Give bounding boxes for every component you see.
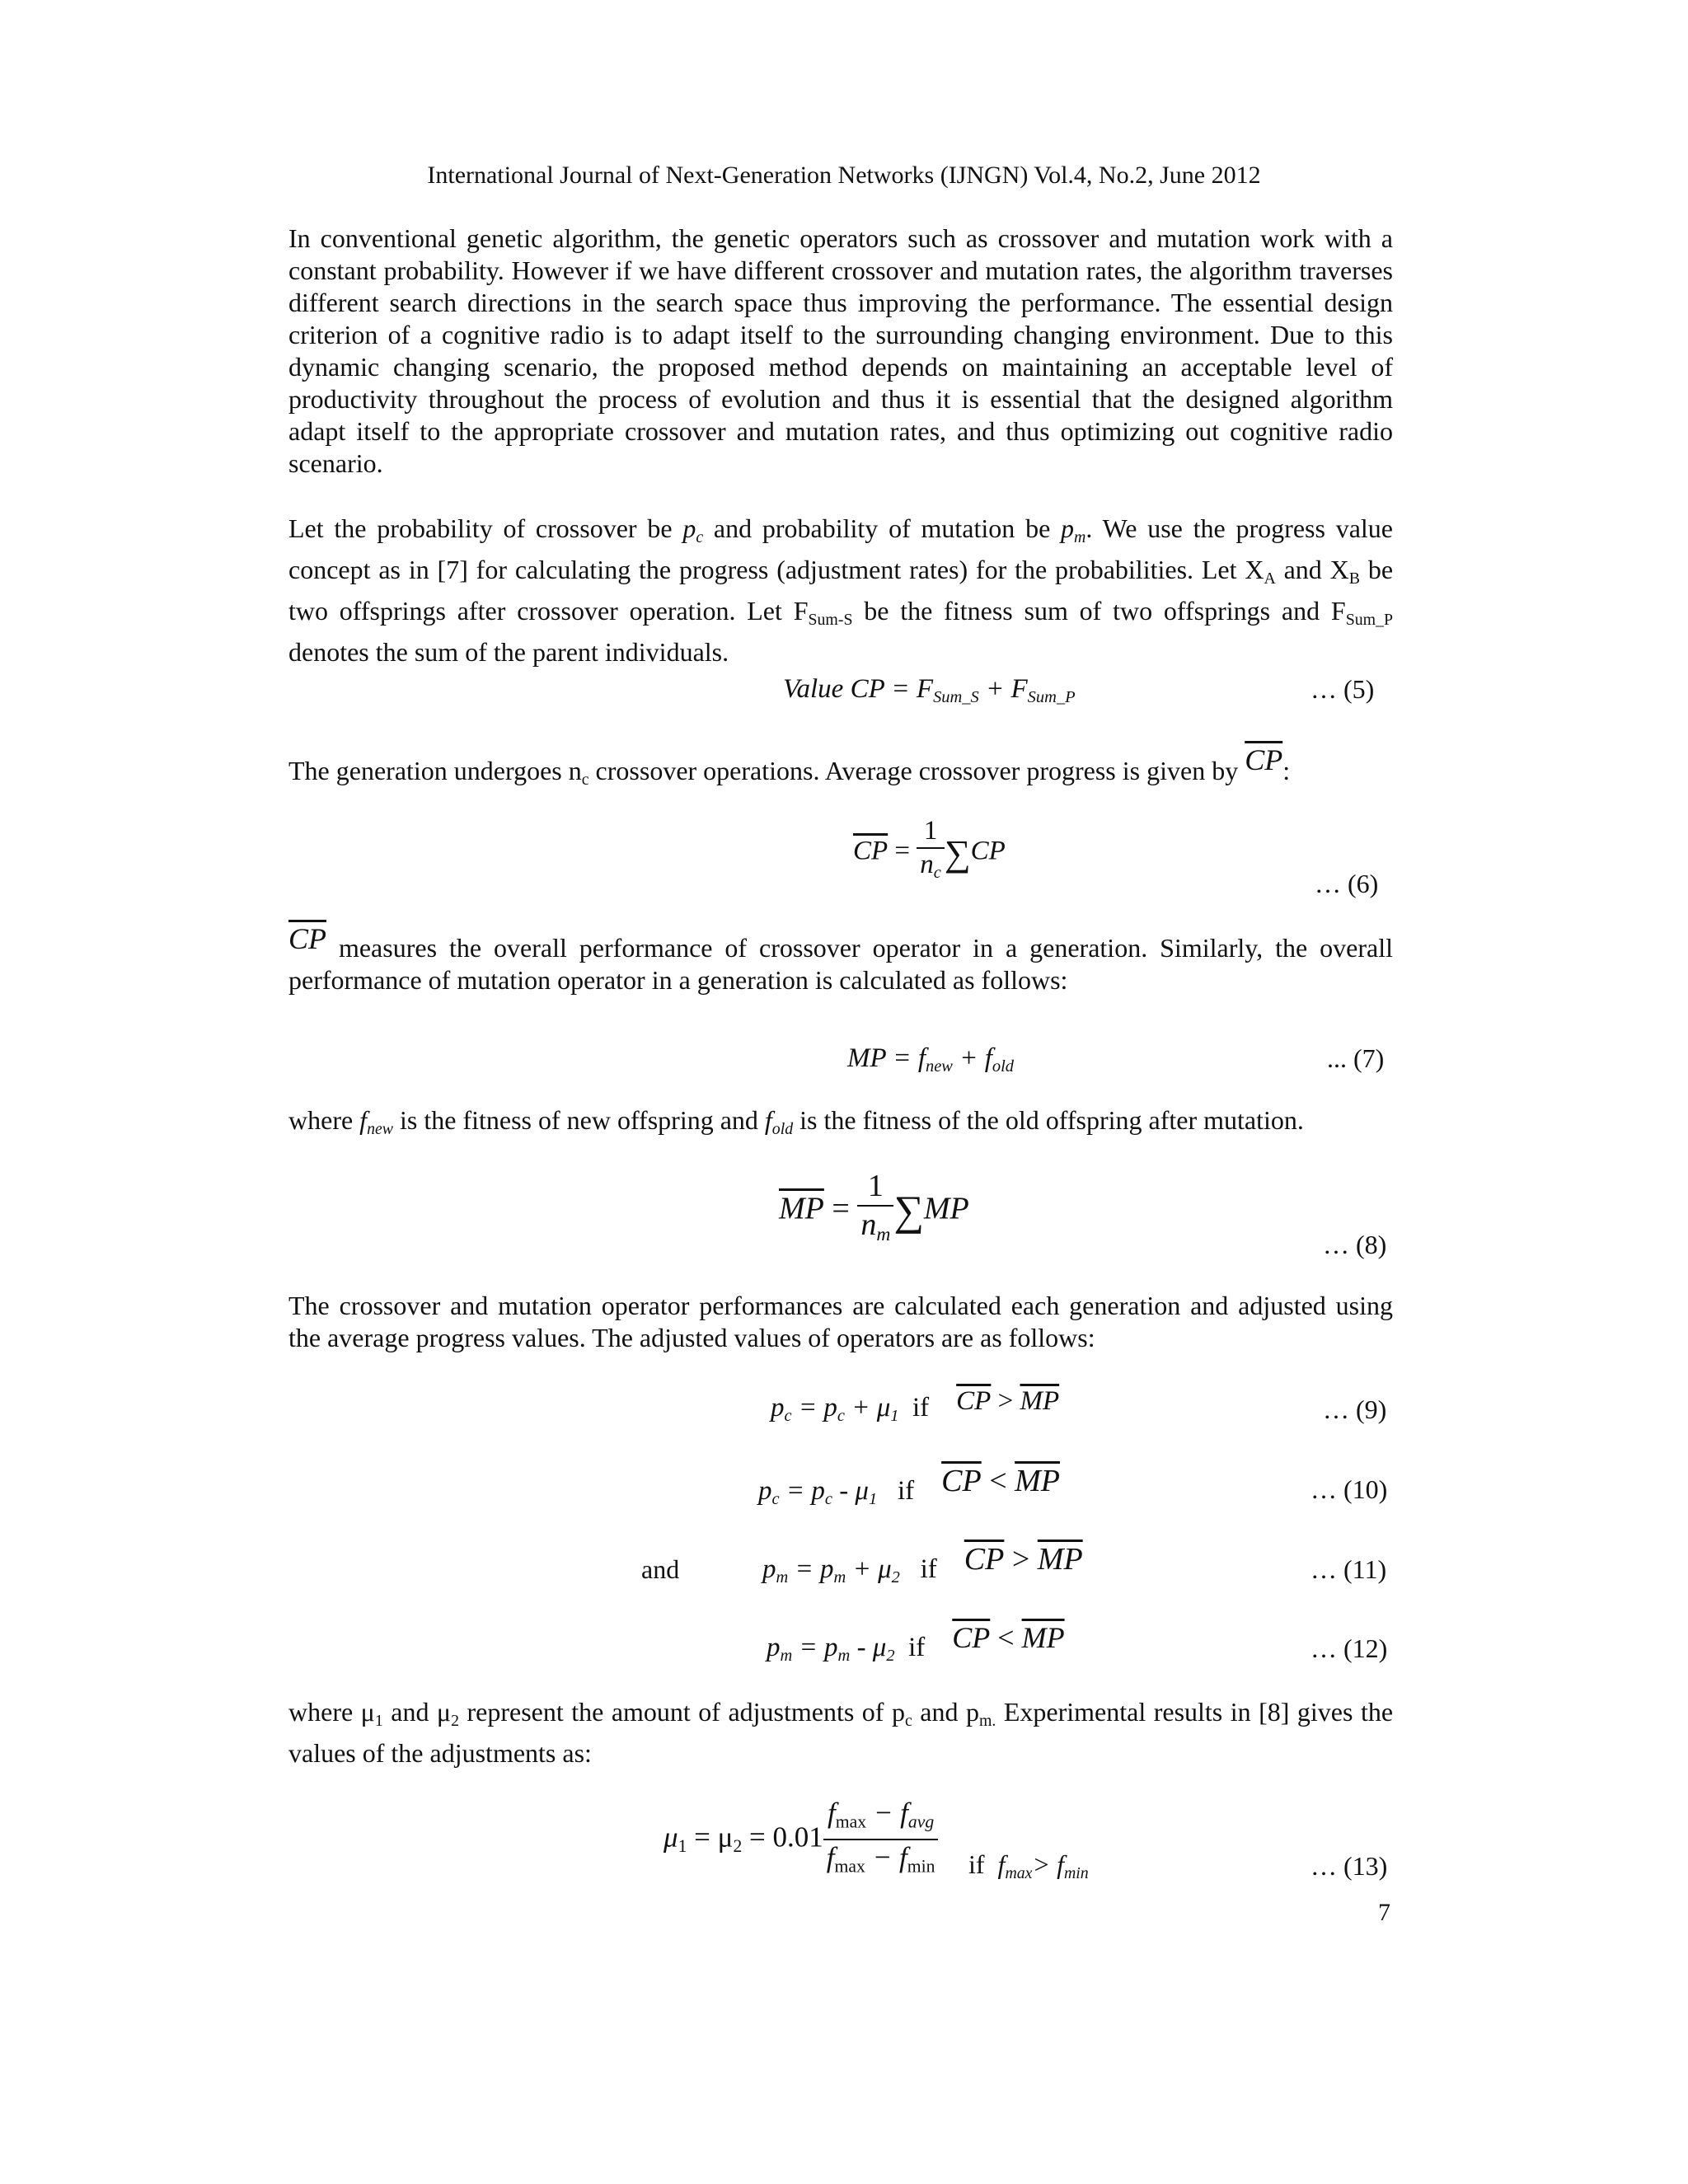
equation-9-number: … (9) (1323, 1394, 1387, 1424)
paragraph-adjustment-amounts: where $\mu_1$ and $\mu_2$ represent the amount of adjustments of $p_c$ and $p_{m.}$ Experimental results in [8] gives the values of the adjustments as: (288, 1697, 1394, 1768)
paragraph-intro: In conventional genetic algorithm, the genetic operators such as crossover and mutation work with a constant probability. However if we have different crossover and mutation rates, the algorithm traverses different search directions in the search space thus improving the performance. The essential design criterion of a cognitive radio is to adapt itself to the surrounding changing environment. Due to this dynamic changing scenario, the proposed method depends on maintaining an acceptable level of productivity throughout the process of evolution and thus it is essential that the designed algorithm adapt itself to the appropriate crossover and mutation rates, and thus optimizing out cognitive radio scenario. (288, 223, 1393, 478)
equation-12-number: … (12) (1311, 1633, 1388, 1663)
equation-12: $p_m = p_m - \mu_2$ if $\overline{CP} < \overline{MP}$ (767, 1621, 1065, 1666)
equation-8: $\overline{MP}$ = $\frac{1}{n_m}$ ∑MP (779, 1169, 969, 1245)
paragraph-crossover-progress: The generation undergoes $n_c$ crossover operations. Average crossover progress is given by $\overline{CP}$: (288, 743, 1291, 789)
paragraph-cp-measure: $\overline{CP}$ measures the overall performance of crossover operator in a generation. Similarly, the overall performance of mutation operator in a generation is calculated as follows: (288, 922, 1393, 995)
equation-11: $p_m = p_m + \mu_2$ if $\overline{CP} > \overline{MP}$ (762, 1542, 1083, 1587)
and-label: and (641, 1554, 680, 1584)
equation-7-number: ... (7) (1327, 1043, 1385, 1073)
page-number: 7 (1378, 1899, 1390, 1926)
paragraph-fitness: where $f_{new}$ is the fitness of new offspring and $f_{old}$ is the fitness of the old offspring after mutation. (288, 1105, 1304, 1138)
equation-13-condition: if $f_{max}> f_{min}$ (968, 1849, 1089, 1882)
equation-10-number: … (10) (1311, 1474, 1388, 1504)
equation-10: $p_c = p_c - \mu_1$ if $\overline{CP} < \overline{MP}$ (758, 1464, 1061, 1509)
equation-13-number: … (13) (1311, 1851, 1388, 1881)
equation-13: $\mu_1 = \mu_2 = 0.01$ $\frac{f_{max} - f_{avg}}{f_{max} - f_{min}}$ (663, 1797, 938, 1883)
equation-9: $p_c = p_c + \mu_1$ if $\overline{CP} > \overline{MP}$ (771, 1386, 1060, 1426)
equation-5: Value CP = $F_{Sum\_S} + F_{Sum\_P}$ (783, 674, 1076, 707)
equation-6: $\overline{CP}$ = $\frac{1}{n_c}$ ∑CP (853, 816, 1006, 883)
equation-5-number: … (5) (1311, 674, 1375, 704)
equation-7: MP = $f_{new} + f_{old}$ (847, 1043, 1014, 1076)
paragraph-adjusted-values: The crossover and mutation operator performances are calculated each generation and adjusted using the average progress values. The adjusted values of operators are as follows: (288, 1291, 1393, 1352)
paragraph-probabilities: Let the probability of crossover be $p_c$ and probability of mutation be $p_m$. We use the progress value concept as in [7] for calculating the progress (adjustment rates) for the probabilities. Let $X_A$ and $X_B$ be two offsprings after crossover operation. Let $F_{Sum-S}$ be the fitness sum of two offsprings and $F_{Sum\_P}$ denotes the sum of the parent individuals. (288, 513, 1394, 667)
equation-11-number: … (11) (1311, 1554, 1387, 1584)
equation-8-number: … (8) (1323, 1230, 1387, 1259)
journal-header: International Journal of Next-Generation Networks (IJNGN) Vol.4, No.2, June 2012 (427, 162, 1261, 189)
equation-6-number: … (6) (1315, 869, 1379, 898)
